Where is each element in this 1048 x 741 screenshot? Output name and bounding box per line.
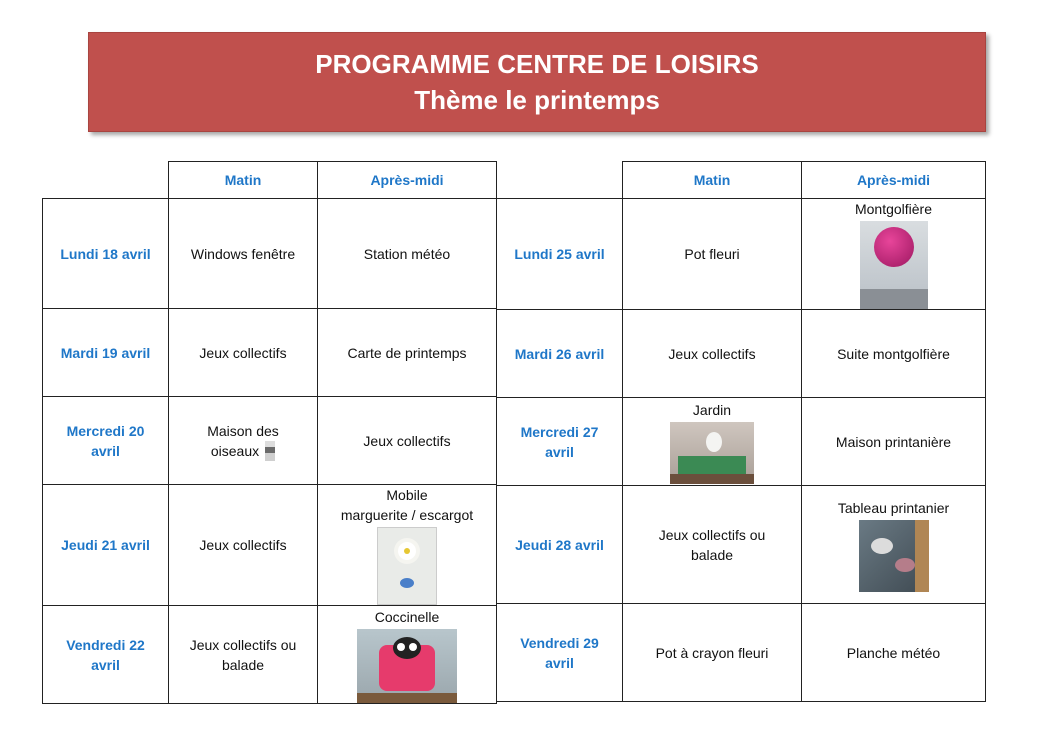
activity-caption: Jardin [692, 401, 732, 418]
day-label [497, 398, 623, 486]
activity-cell: Jeux collectifs [169, 485, 318, 606]
activity-line1: Jeux collectifs ou [658, 526, 766, 543]
painting-photo [859, 520, 929, 592]
activity-caption: Coccinelle [374, 608, 440, 625]
title-banner [88, 32, 986, 132]
table-row [43, 485, 497, 606]
garden-photo [670, 422, 754, 484]
header-afternoon: Après-midi [802, 162, 986, 199]
table-row [497, 486, 986, 604]
activity-cell: Pot fleuri [623, 199, 802, 310]
balloon-photo [860, 221, 928, 309]
day-label-line2: avril [545, 443, 574, 460]
activity-cell: Station météo [318, 199, 497, 309]
day-label-line1: Vendredi 29 [520, 634, 599, 651]
schedule-week-1 [42, 161, 497, 704]
day-label [43, 397, 169, 485]
header-morning: Matin [623, 162, 802, 199]
activity-cell [318, 485, 497, 606]
activity-line2: marguerite / escargot [340, 507, 474, 523]
corner-cell [43, 162, 169, 199]
activity-cell: Maison printanière [802, 398, 986, 486]
activity-line1: Maison des [207, 422, 279, 439]
day-label-line1: Vendredi 22 [66, 636, 145, 653]
day-label-line1: Mercredi 27 [520, 423, 599, 440]
day-label [497, 604, 623, 702]
page-title: PROGRAMME CENTRE DE LOISIRS [315, 49, 759, 79]
table-row [497, 398, 986, 486]
day-label-line1: Mercredi 20 [66, 422, 145, 439]
activity-cell: Jeux collectifs [318, 397, 497, 485]
activity-cell: Pot à crayon fleuri [623, 604, 802, 702]
table-row [43, 606, 497, 704]
activity-cell [802, 486, 986, 604]
activity-cell: Suite montgolfière [802, 310, 986, 398]
mobile-photo [377, 527, 437, 605]
day-label: Lundi 25 avril [497, 199, 623, 310]
activity-cell: Jeux collectifs [169, 309, 318, 397]
activity-line1: Mobile [386, 487, 428, 503]
page-subtitle: Thème le printemps [414, 85, 660, 115]
activity-cell: Windows fenêtre [169, 199, 318, 309]
day-label: Mardi 19 avril [43, 309, 169, 397]
activity-caption: Montgolfière [854, 201, 933, 217]
activity-cell [623, 398, 802, 486]
table-row [497, 604, 986, 702]
day-label: Jeudi 28 avril [497, 486, 623, 604]
schedule-week-2 [496, 161, 986, 702]
activity-cell [169, 606, 318, 704]
activity-caption: Tableau printanier [837, 499, 950, 516]
activity-cell: Planche météo [802, 604, 986, 702]
table-row [43, 199, 497, 309]
table-row [497, 310, 986, 398]
ladybug-photo [357, 629, 457, 703]
activity-line2: oiseaux [210, 442, 260, 459]
day-label-line2: avril [545, 654, 574, 671]
corner-cell [497, 162, 623, 199]
activity-line2: balade [690, 546, 734, 563]
day-label: Mardi 26 avril [497, 310, 623, 398]
activity-cell: Carte de printemps [318, 309, 497, 397]
activity-cell [623, 486, 802, 604]
header-afternoon: Après-midi [318, 162, 497, 199]
day-label-line2: avril [91, 442, 120, 459]
table-row [43, 397, 497, 485]
birdhouse-image [265, 441, 275, 461]
activity-cell [802, 199, 986, 310]
day-label: Jeudi 21 avril [43, 485, 169, 606]
header-morning: Matin [169, 162, 318, 199]
table-row [497, 199, 986, 310]
table-row [43, 309, 497, 397]
activity-cell: Jeux collectifs [623, 310, 802, 398]
day-label-line2: avril [91, 656, 120, 673]
activity-line2: balade [221, 656, 265, 673]
activity-cell [318, 606, 497, 704]
activity-line1: Jeux collectifs ou [189, 636, 297, 653]
activity-cell [169, 397, 318, 485]
day-label [43, 606, 169, 704]
day-label: Lundi 18 avril [43, 199, 169, 309]
